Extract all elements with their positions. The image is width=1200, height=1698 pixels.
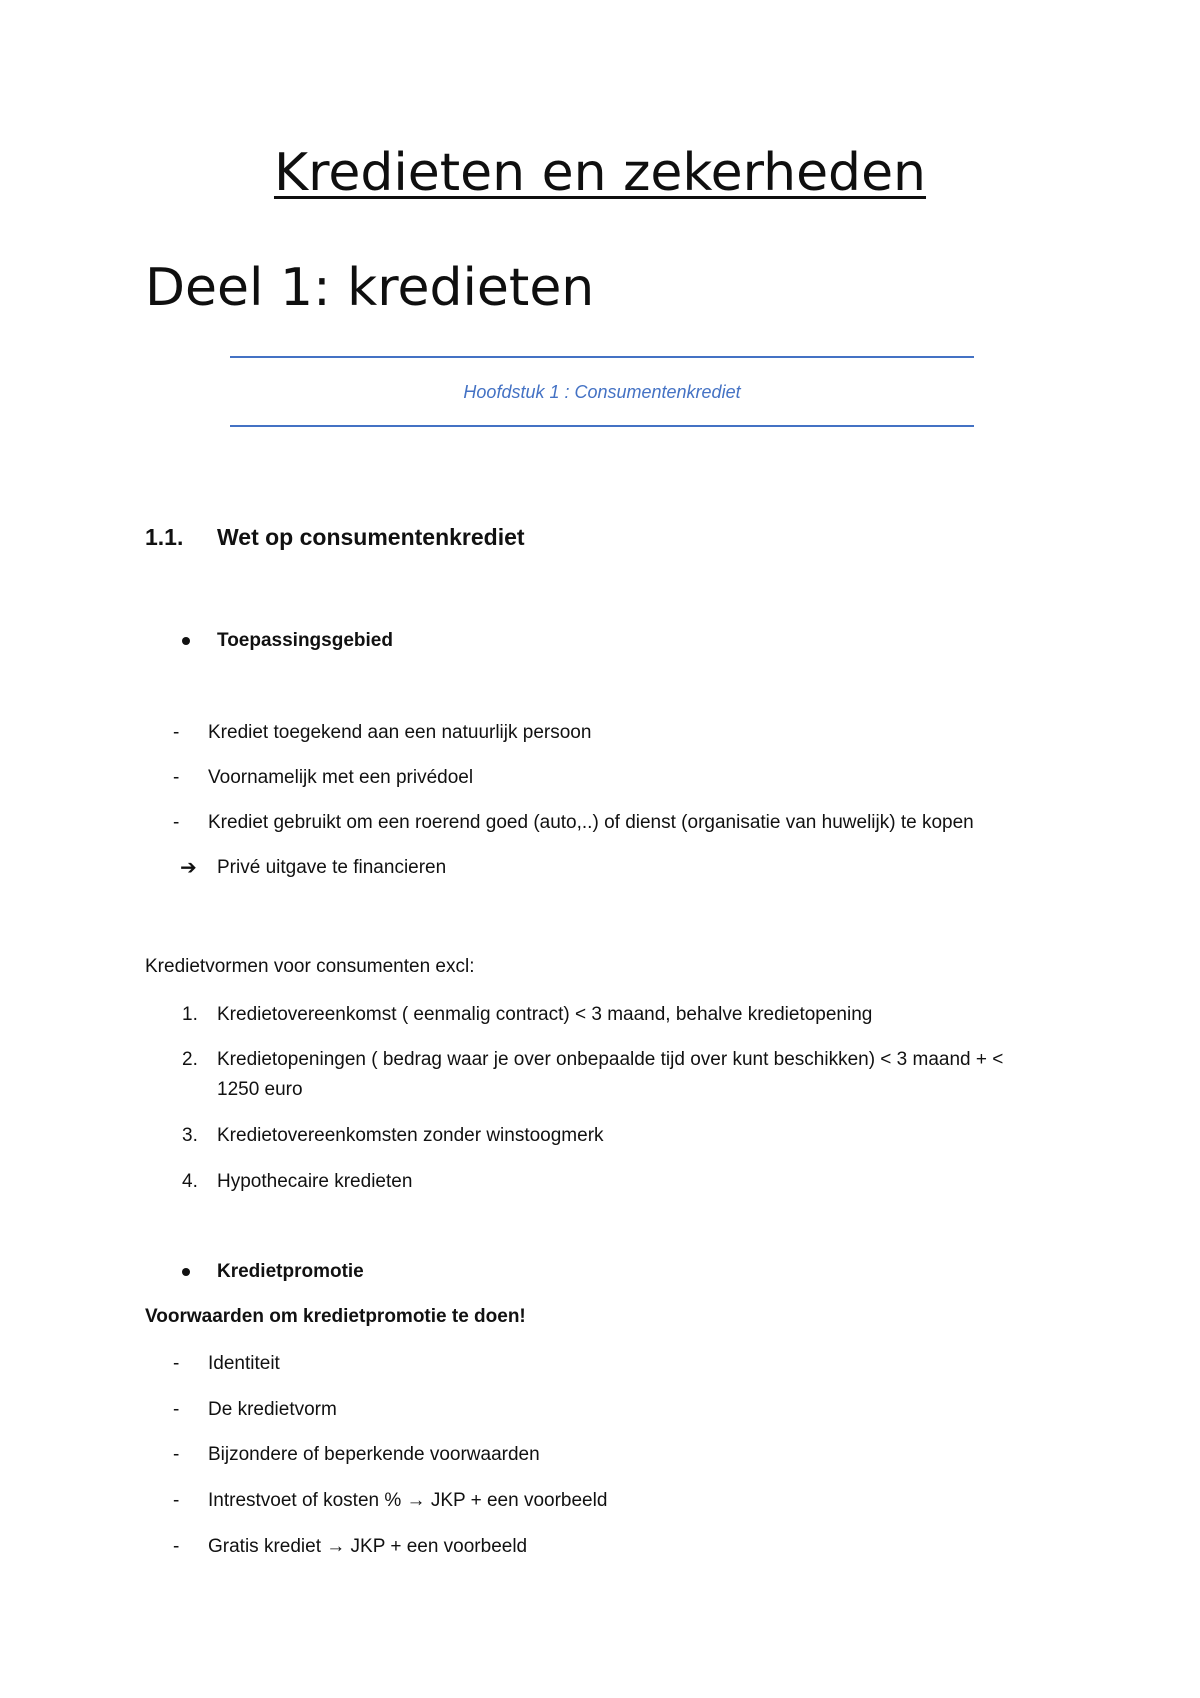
- list-item: De kredietvorm: [208, 1399, 337, 1420]
- dash-icon: -: [173, 1490, 180, 1511]
- chapter-rule-bottom: [230, 425, 974, 427]
- arrow-right-icon: ➔: [180, 857, 197, 879]
- numbered-item: Kredietovereenkomst ( eenmalig contract) < 3 maand, behalve kredietopening: [217, 1004, 873, 1025]
- scope-heading: Toepassingsgebied: [217, 630, 393, 651]
- chapter-rule-top: [230, 356, 974, 358]
- dash-icon: -: [173, 1353, 180, 1374]
- list-number: 3.: [182, 1125, 198, 1146]
- section-number: 1.1.: [145, 524, 184, 550]
- list-number: 1.: [182, 1004, 198, 1025]
- list-number: 4.: [182, 1171, 198, 1192]
- numbered-item: Kredietovereenkomsten zonder winstoogmerk: [217, 1125, 604, 1146]
- section-title: Wet op consumentenkrediet: [217, 524, 525, 550]
- list-item: Bijzondere of beperkende voorwaarden: [208, 1444, 540, 1465]
- chapter-title: Hoofdstuk 1 : Consumentenkrediet: [463, 382, 741, 402]
- numbered-item-continuation: 1250 euro: [217, 1079, 303, 1100]
- numbered-item: Kredietopeningen ( bedrag waar je over onbepaalde tijd over kunt beschikken) < 3 maand + <: [217, 1049, 1004, 1070]
- dash-icon: -: [173, 1536, 180, 1557]
- scope-conclusion: Privé uitgave te financieren: [217, 857, 447, 878]
- part-title: Deel 1: kredieten: [145, 258, 595, 318]
- document-title: Kredieten en zekerheden: [273, 143, 927, 203]
- promotion-heading: Kredietpromotie: [217, 1261, 364, 1282]
- dash-icon: -: [173, 767, 180, 788]
- dash-icon: -: [173, 1399, 180, 1420]
- bullet-icon: [182, 1268, 190, 1276]
- list-item: Intrestvoet of kosten % → JKP + een voorbeeld: [208, 1490, 608, 1511]
- promotion-subheading: Voorwaarden om kredietpromotie te doen!: [145, 1306, 526, 1327]
- list-item: Krediet gebruikt om een roerend goed (auto,..) of dienst (organisatie van huwelijk) te kopen: [208, 812, 974, 833]
- numbered-item: Hypothecaire kredieten: [217, 1171, 413, 1192]
- bullet-icon: [182, 637, 190, 645]
- list-item: Gratis krediet → JKP + een voorbeeld: [208, 1536, 528, 1557]
- dash-icon: -: [173, 722, 180, 743]
- dash-icon: -: [173, 1444, 180, 1465]
- list-item: Voornamelijk met een privédoel: [208, 767, 474, 788]
- list-number: 2.: [182, 1049, 198, 1070]
- credit-forms-intro: Kredietvormen voor consumenten excl:: [145, 956, 475, 977]
- list-item: Krediet toegekend aan een natuurlijk persoon: [208, 722, 592, 743]
- list-item: Identiteit: [208, 1353, 280, 1374]
- dash-icon: -: [173, 812, 180, 833]
